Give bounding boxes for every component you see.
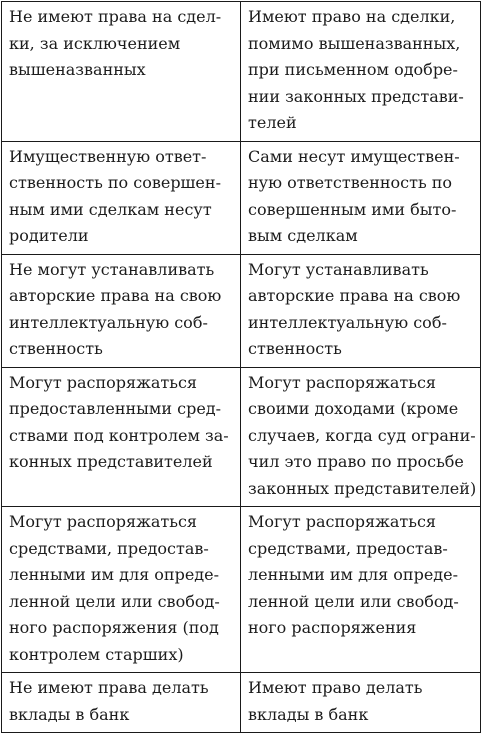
cell-line: Могут распоряжаться bbox=[248, 512, 436, 531]
cell-line: Сами несут имуществен- bbox=[248, 146, 460, 166]
cell-line: Могут распоряжаться bbox=[248, 372, 436, 392]
table-row bbox=[2, 2, 481, 142]
cell-line: помимо вышеназванных, bbox=[248, 33, 461, 53]
table-row bbox=[2, 367, 481, 507]
cell-line: Не имеют права делать bbox=[9, 678, 209, 697]
cell-line: ственность bbox=[9, 339, 103, 358]
cell-left bbox=[2, 367, 241, 507]
cell-right bbox=[241, 507, 481, 673]
cell-line: ным ими сделкам несут bbox=[9, 199, 212, 219]
cell-line: контролем старших) bbox=[9, 644, 184, 664]
cell-line: вклады в банк bbox=[9, 704, 130, 724]
rights-comparison-table bbox=[1, 1, 481, 733]
table-body bbox=[2, 2, 481, 733]
cell-line: Не имеют права на сдел- bbox=[9, 7, 222, 26]
cell-line: конных представителей bbox=[9, 452, 213, 471]
cell-line: интеллектуальную соб- bbox=[248, 312, 447, 332]
cell-line: Могут распоряжаться bbox=[9, 512, 197, 531]
cell-right bbox=[241, 367, 481, 507]
cell-left bbox=[2, 673, 241, 733]
cell-line: законных представителей) bbox=[248, 478, 476, 498]
cell-line: Не могут устанавливать bbox=[9, 259, 215, 279]
cell-line: вым сделкам bbox=[248, 226, 358, 245]
cell-line: Имущественную ответ- bbox=[9, 146, 207, 166]
cell-line: чил это право по просьбе bbox=[248, 452, 464, 471]
cell-line: ки, за исключением bbox=[9, 33, 181, 53]
cell-line: совершенным ими быто- bbox=[248, 199, 457, 219]
cell-left bbox=[2, 2, 241, 142]
cell-line: ленными им для опреде- bbox=[9, 565, 220, 584]
cell-line: Могут устанавливать bbox=[248, 259, 429, 279]
cell-line: Имеют право делать bbox=[248, 678, 423, 697]
cell-line: родители bbox=[9, 226, 89, 245]
cell-line: ную ответственность по bbox=[248, 173, 453, 192]
cell-line: предоставленными сред- bbox=[9, 399, 222, 418]
cell-line: авторские права на свою bbox=[248, 286, 461, 305]
cell-right bbox=[241, 2, 481, 142]
cell-right bbox=[241, 254, 481, 367]
table-row bbox=[2, 507, 481, 673]
cell-left bbox=[2, 254, 241, 367]
cell-line: авторские права на свою bbox=[9, 286, 222, 305]
cell-line: вклады в банк bbox=[248, 704, 369, 724]
cell-line: вышеназванных bbox=[9, 60, 146, 79]
cell-right bbox=[241, 141, 481, 254]
cell-line: Имеют право на сделки, bbox=[248, 7, 456, 26]
cell-left bbox=[2, 141, 241, 254]
table-row bbox=[2, 254, 481, 367]
cell-right bbox=[241, 673, 481, 733]
comparison-table-container bbox=[1, 1, 480, 733]
cell-line: ленной цели или свобод- bbox=[248, 591, 459, 611]
cell-line: своими доходами (кроме bbox=[248, 399, 459, 418]
cell-line: нии законных представи- bbox=[248, 86, 464, 106]
cell-line: телей bbox=[248, 113, 297, 132]
cell-line: средствами, предостав- bbox=[9, 538, 209, 558]
table-row bbox=[2, 673, 481, 733]
cell-left bbox=[2, 507, 241, 673]
cell-line: ленной цели или свобод- bbox=[9, 591, 220, 611]
cell-line: ного распоряжения (под bbox=[9, 618, 219, 637]
cell-line: ственность по совершен- bbox=[9, 173, 221, 192]
cell-line: ственность bbox=[248, 339, 342, 358]
cell-line: ного распоряжения bbox=[248, 618, 417, 637]
cell-line: средствами, предостав- bbox=[248, 538, 448, 558]
cell-line: ленными им для опреде- bbox=[248, 565, 459, 584]
cell-line: ствами под контролем за- bbox=[9, 425, 229, 445]
table-row bbox=[2, 141, 481, 254]
cell-line: случаев, когда суд ограни- bbox=[248, 425, 476, 445]
cell-line: при письменном одобре- bbox=[248, 60, 458, 79]
cell-line: Могут распоряжаться bbox=[9, 372, 197, 392]
cell-line: интеллектуальную соб- bbox=[9, 312, 208, 332]
